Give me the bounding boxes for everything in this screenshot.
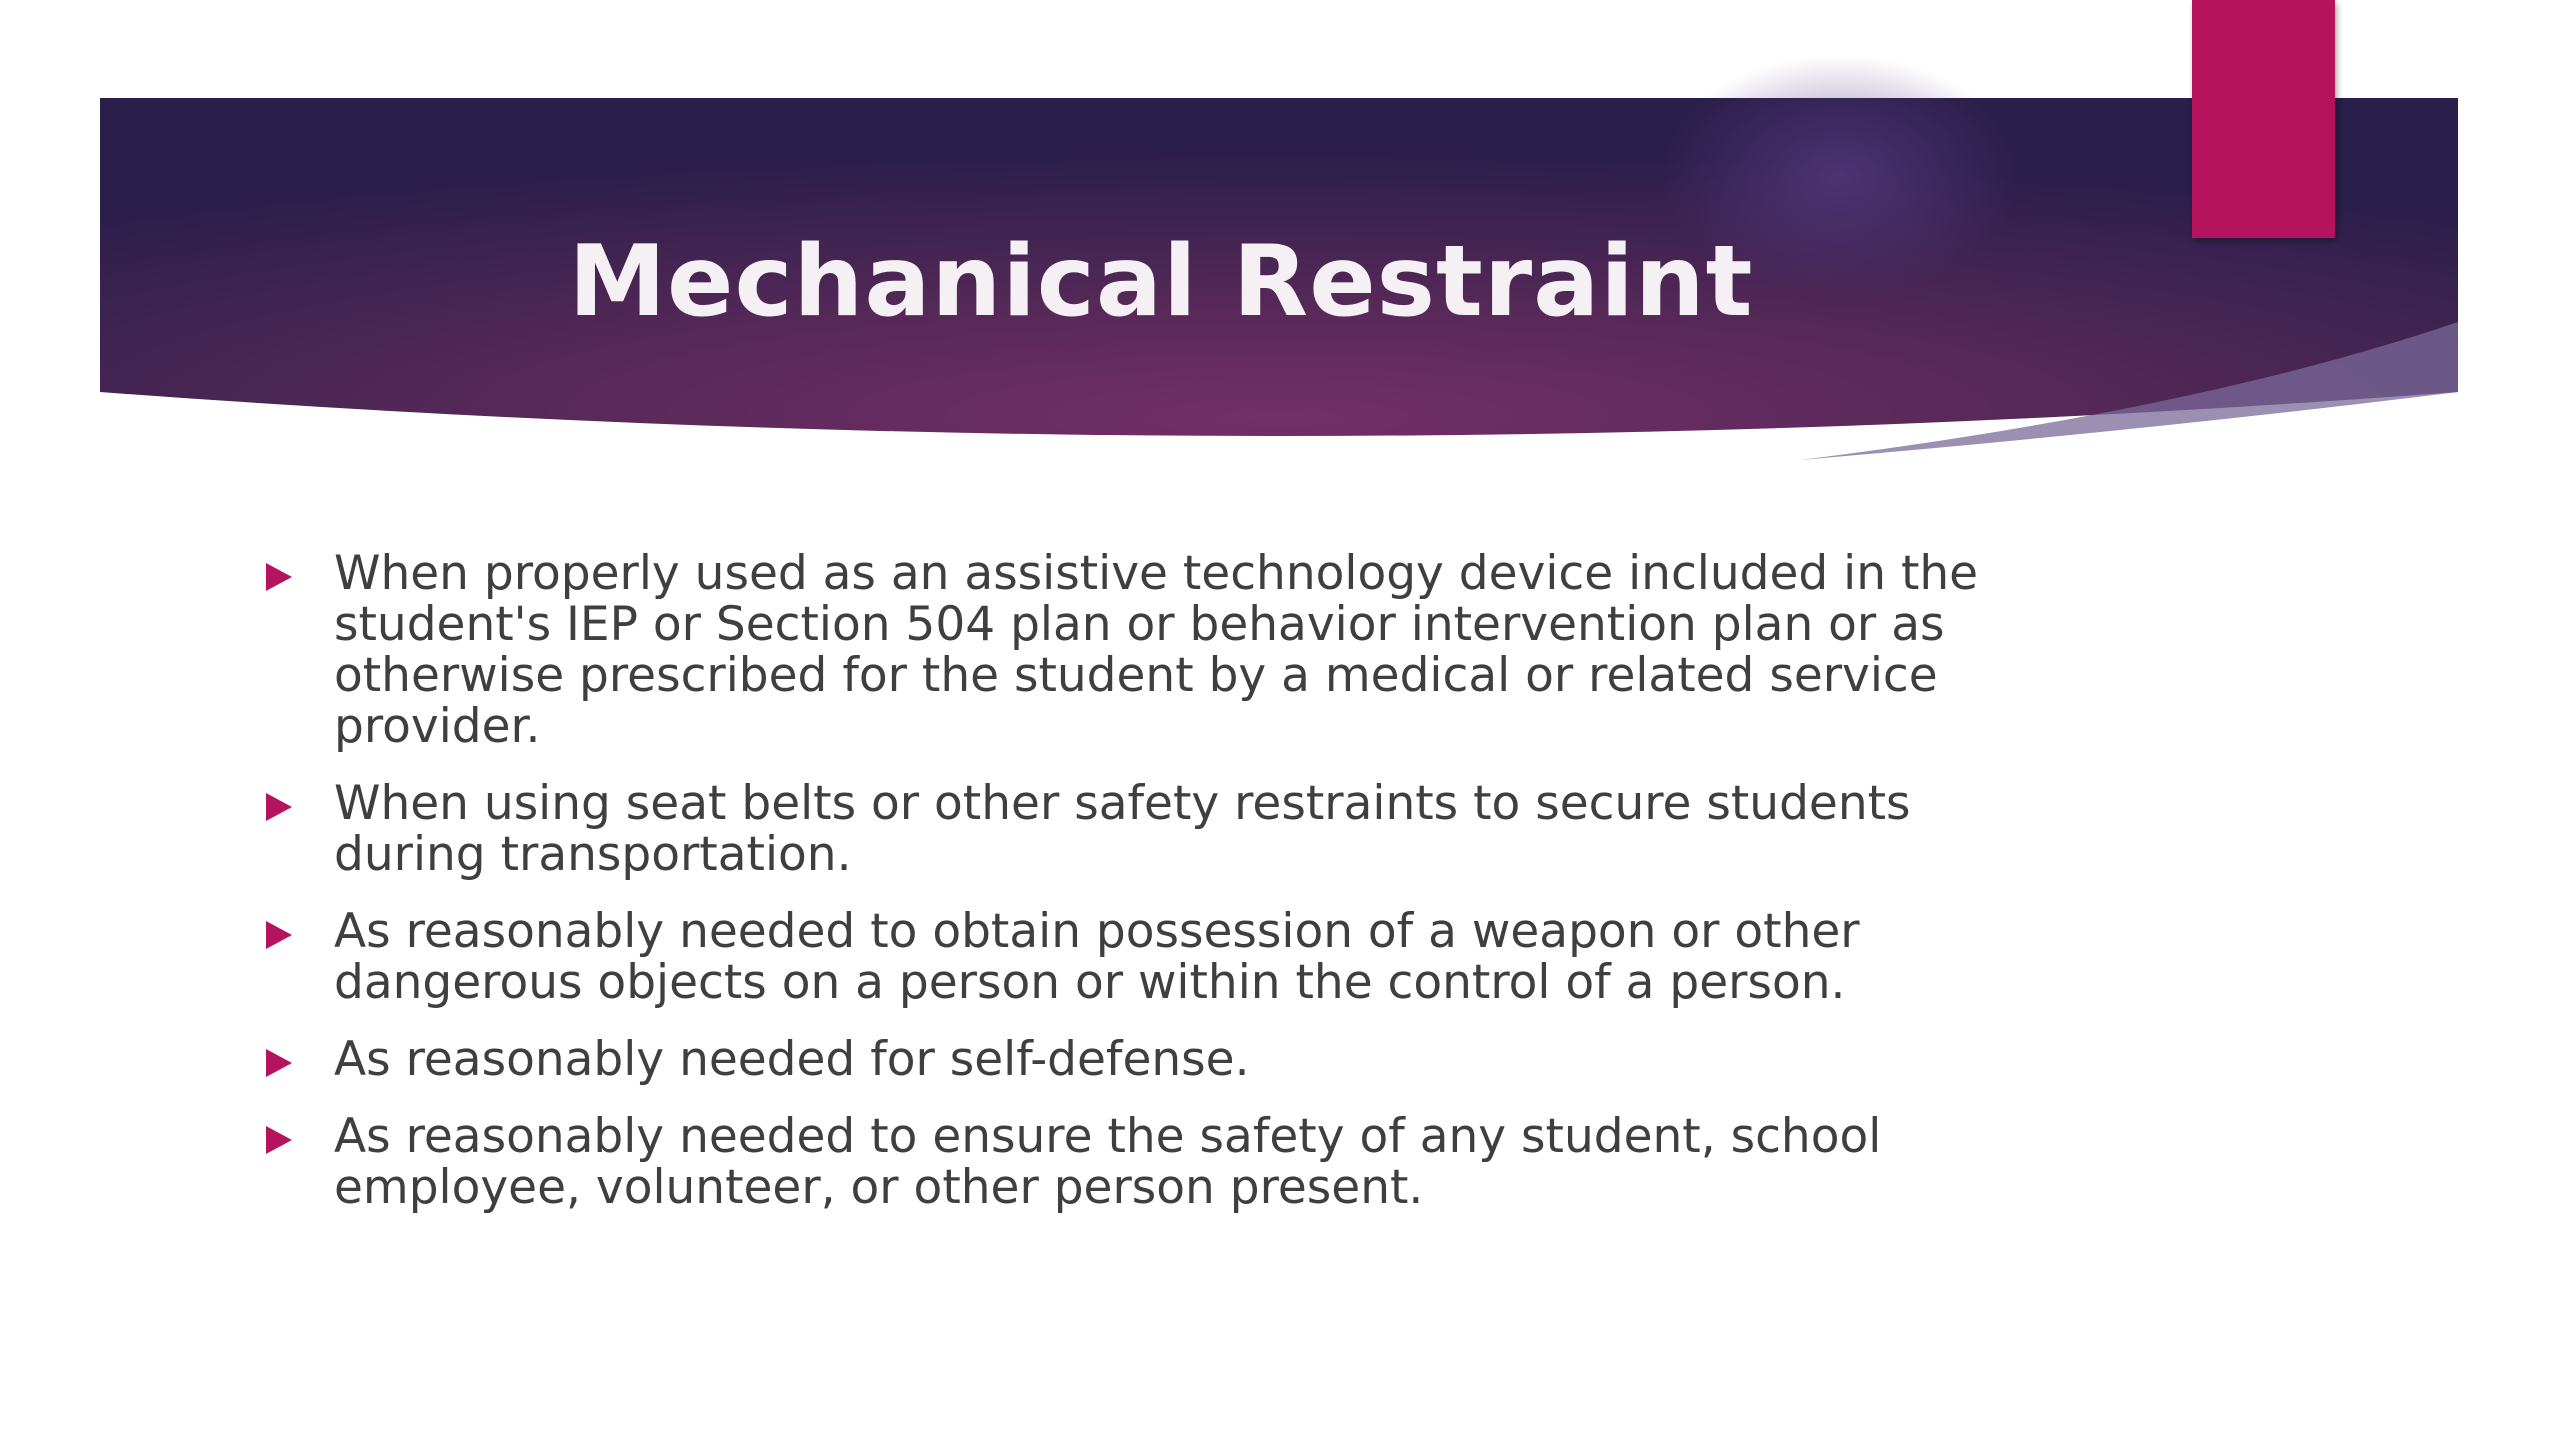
triangle-right-icon	[266, 563, 292, 591]
bullet-text: When properly used as an assistive technology device included in the student's IEP or Section 504 plan or behavior intervention plan or as otherwise prescribed for the student by a medical or related service provider.	[334, 546, 1979, 754]
triangle-right-icon	[266, 921, 292, 949]
triangle-right-icon	[266, 793, 292, 821]
list-item	[262, 1111, 2062, 1213]
accent-tab	[2192, 0, 2335, 238]
bullet-list	[262, 548, 2062, 1239]
slide-title: Mechanical Restraint	[568, 225, 1754, 339]
list-item	[262, 906, 2062, 1008]
list-item	[262, 548, 2062, 752]
list-item	[262, 1034, 2062, 1085]
bullet-text: As reasonably needed to obtain possession of a weapon or other dangerous objects on a person or within the control of a person.	[334, 904, 1860, 1010]
triangle-right-icon	[266, 1049, 292, 1077]
bullet-text: As reasonably needed to ensure the safety of any student, school employee, volunteer, or other person present.	[334, 1109, 1882, 1215]
bullet-text: As reasonably needed for self-defense.	[334, 1032, 1250, 1087]
triangle-right-icon	[266, 1126, 292, 1154]
bullet-text: When using seat belts or other safety restraints to secure students during transportation.	[334, 776, 1911, 882]
list-item	[262, 778, 2062, 880]
